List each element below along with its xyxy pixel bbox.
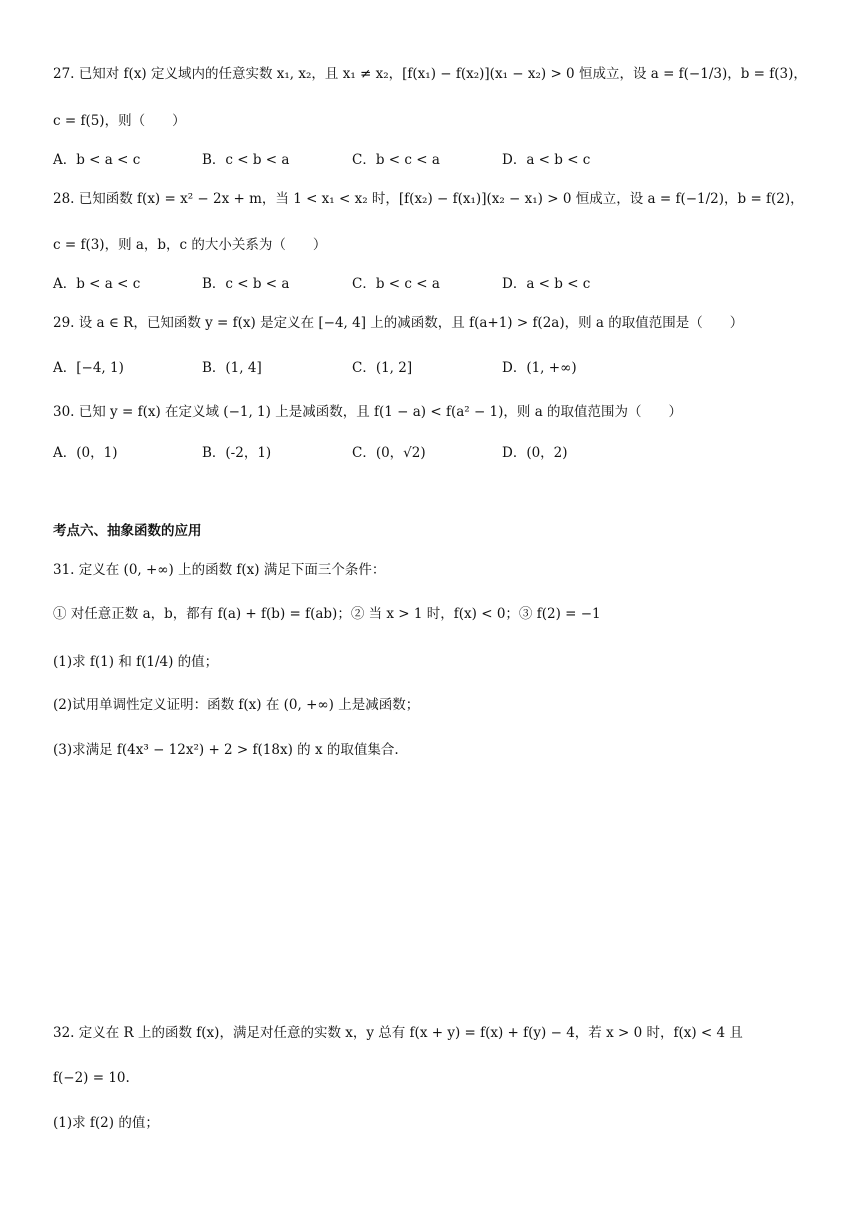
q29-stem: 29. 设 a ∈ R，已知函数 y = f(x) 是定义在 [−4, 4] 上的减函数，且 f(a+1) > f(2a)，则 a 的取值范围是（ ） (53, 315, 744, 331)
q28-stem-continued: c = f(3)，则 a，b，c 的大小关系为（ ） (53, 237, 327, 253)
q27-option-b[interactable]: B．c < b < a (202, 152, 290, 168)
q29-option-c[interactable]: C．(1, 2] (352, 360, 413, 376)
q28-option-a[interactable]: A．b < a < c (53, 276, 141, 292)
q31-conditions: ① 对任意正数 a，b，都有 f(a) + f(b) = f(ab)；② 当 x > 1 时，f(x) < 0；③ f(2) = −1 (53, 606, 601, 622)
q27-stem-continued: c = f(5)，则（ ） (53, 113, 186, 129)
q31-part2: (2)试用单调性定义证明：函数 f(x) 在 (0, +∞) 上是减函数； (53, 697, 420, 713)
q30-option-d[interactable]: D．(0，2) (502, 445, 568, 461)
q32-stem: 32. 定义在 R 上的函数 f(x)，满足对任意的实数 x，y 总有 f(x + y) = f(x) + f(y) − 4，若 x > 0 时，f(x) < 4 且 (53, 1025, 743, 1041)
q30-option-c[interactable]: C．(0，√2) (352, 445, 426, 461)
q30-option-b[interactable]: B．(-2，1) (202, 445, 272, 461)
q27-stem: 27. 已知对 f(x) 定义域内的任意实数 x₁, x₂，且 x₁ ≠ x₂，[f(x₁) − f(x₂)](x₁ − x₂) > 0 恒成立，设 a = f(−1/3)，b = f(3)， (53, 66, 807, 82)
q30-option-a[interactable]: A．(0，1) (53, 445, 118, 461)
q30-stem: 30. 已知 y = f(x) 在定义域 (−1, 1) 上是减函数，且 f(1 − a) < f(a² − 1)，则 a 的取值范围为（ ） (53, 404, 683, 420)
q29-option-a[interactable]: A．[−4, 1) (53, 360, 124, 376)
q32-stem-continued: f(−2) = 10. (53, 1070, 130, 1086)
q27-option-c[interactable]: C．b < c < a (352, 152, 440, 168)
q29-option-b[interactable]: B．(1, 4] (202, 360, 262, 376)
q27-option-a[interactable]: A．b < a < c (53, 152, 141, 168)
q28-option-c[interactable]: C．b < c < a (352, 276, 440, 292)
q31-part3: (3)求满足 f(4x³ − 12x²) + 2 > f(18x) 的 x 的取值集合. (53, 742, 399, 758)
q31-part1: (1)求 f(1) 和 f(1/4) 的值； (53, 654, 219, 670)
q28-stem: 28. 已知函数 f(x) = x² − 2x + m，当 1 < x₁ < x₂ 时，[f(x₂) − f(x₁)](x₂ − x₁) > 0 恒成立，设 a = f(−1/2)，b = f(2)， (53, 191, 804, 207)
q32-part1: (1)求 f(2) 的值； (53, 1115, 159, 1131)
q29-option-d[interactable]: D．(1, +∞) (502, 360, 577, 376)
q28-option-d[interactable]: D．a < b < c (502, 276, 591, 292)
q27-option-d[interactable]: D．a < b < c (502, 152, 591, 168)
q28-option-b[interactable]: B．c < b < a (202, 276, 290, 292)
section-heading: 考点六、抽象函数的应用 (53, 523, 202, 539)
q31-stem: 31. 定义在 (0, +∞) 上的函数 f(x) 满足下面三个条件： (53, 562, 386, 578)
